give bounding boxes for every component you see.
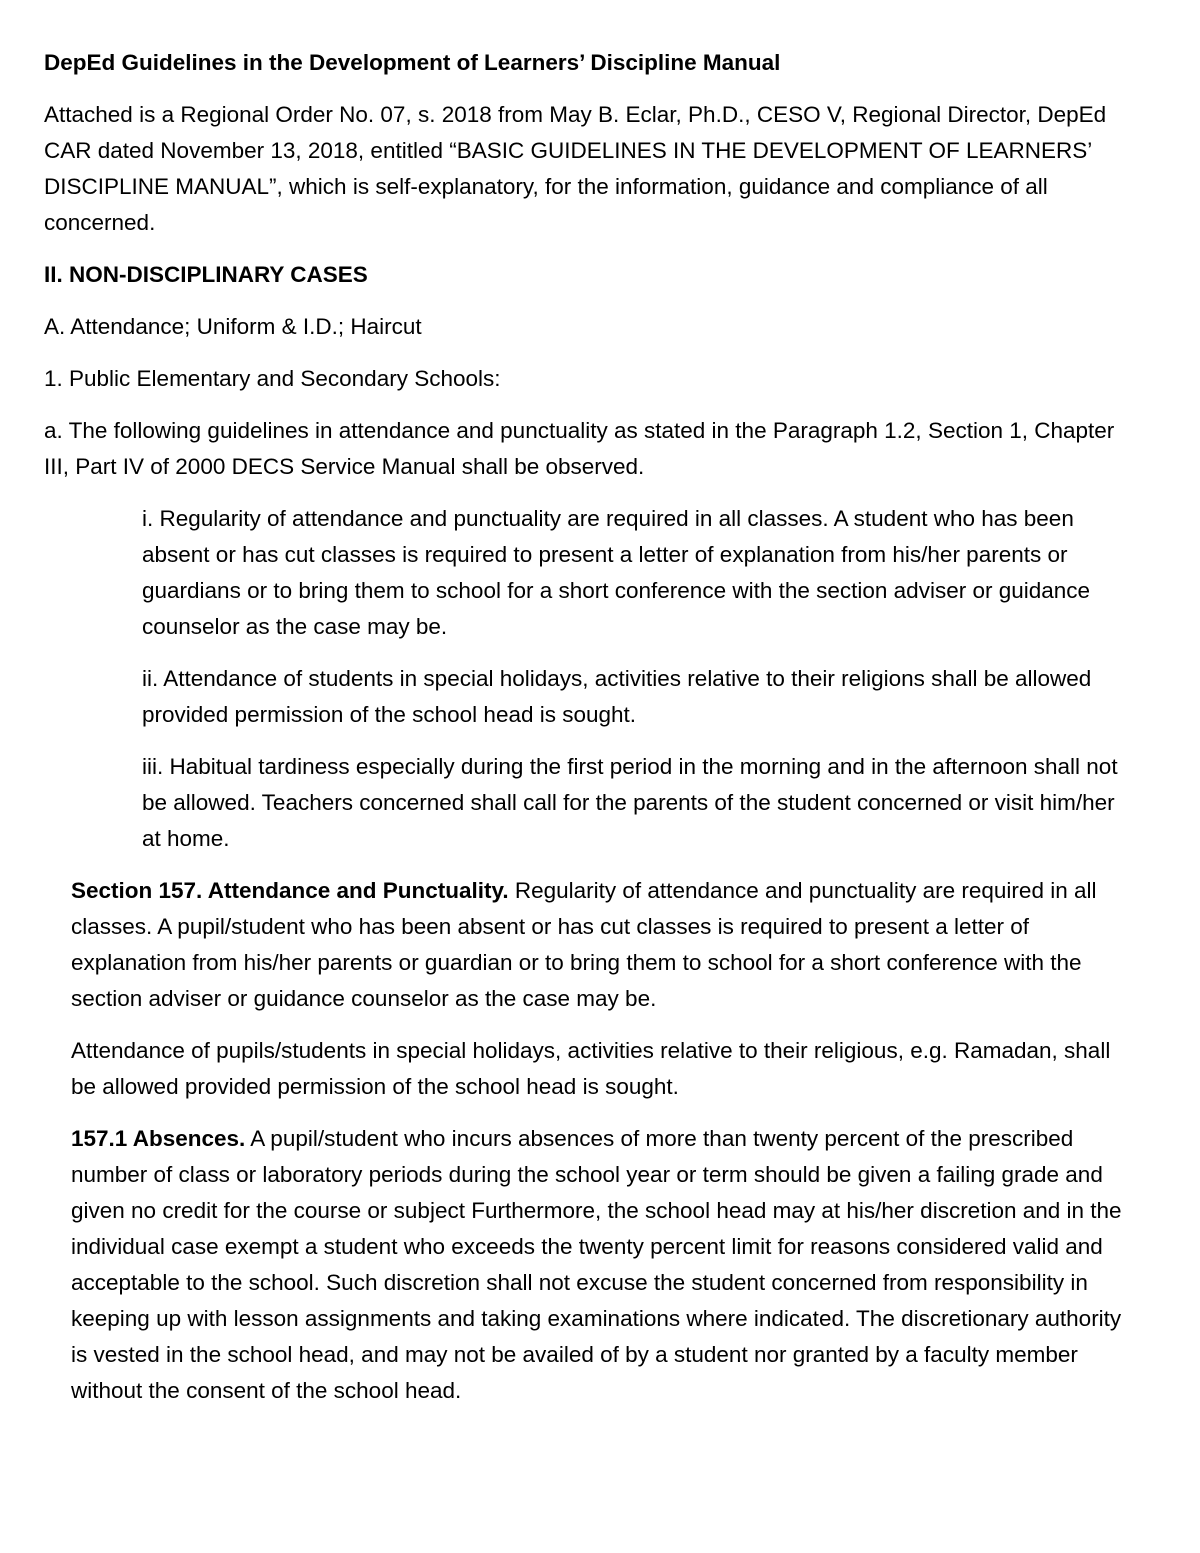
section-157-heading: Section 157. Attendance and Punctuality. [71,878,509,903]
section-heading: II. NON-DISCIPLINARY CASES [44,262,368,287]
section-157-paragraph-2: Attendance of pupils/students in special holidays, activities relative to their religious, e.g. Ramadan, shall be allowed provided permission of the school head is sought. [71,1038,1111,1099]
subheading-public-schools: 1. Public Elementary and Secondary Schools: [44,366,501,391]
section-157-1-paragraph [71,1121,1141,1409]
item-a-paragraph: a. The following guidelines in attendance and punctuality as stated in the Paragraph 1.2, Section 1, Chapter III, Part IV of 2000 DECS Service Manual shall be observed. [44,418,1115,479]
sub-item-ii: ii. Attendance of students in special holidays, activities relative to their religions shall be allowed provided permission of the school head is sought. [142,666,1092,727]
subheading-attendance: A. Attendance; Uniform & I.D.; Haircut [44,314,422,339]
section-157-1-heading: 157.1 Absences. [71,1126,246,1151]
section-157-1-body: A pupil/student who incurs absences of more than twenty percent of the prescribed number of class or laboratory periods during the school year or term should be given a failing grade and given no credit for the course or subject Furthermore, the school head may at his/her discretion and in the individual case exempt a student who exceeds the twenty percent limit for reasons considered valid and acceptable to the school. Such discretion shall not excuse the student concerned from responsibility in keeping up with lesson assignments and taking examinations where indicated. The discretionary authority is vested in the school head, and may not be availed of by a student nor granted by a faculty member without the consent of the school head. [71,1126,1122,1403]
section-157-paragraph [71,873,1141,1017]
document-title: DepEd Guidelines in the Development of Learners’ Discipline Manual [44,50,781,75]
sub-item-i: i. Regularity of attendance and punctuality are required in all classes. A student who has been absent or has cut classes is required to present a letter of explanation from his/her parents or guardians or to bring them to school for a short conference with the section adviser or guidance counselor as the case may be. [142,506,1091,639]
sub-item-iii: iii. Habitual tardiness especially during the first period in the morning and in the afternoon shall not be allowed. Teachers concerned shall call for the parents of the student concerned or visit him/her at home. [142,754,1118,851]
section-157-body: Regularity of attendance and punctuality are required in all classes. A pupil/student who has been absent or has cut classes is required to present a letter of explanation from his/her parents or guardian or to bring them to school for a short conference with the section adviser or guidance counselor as the case may be. [71,878,1097,1011]
intro-paragraph: Attached is a Regional Order No. 07, s. 2018 from May B. Eclar, Ph.D., CESO V, Regional Director, DepEd CAR dated November 13, 2018, entitled “BASIC GUIDELINES IN THE DEVELOPMENT OF LEARNERS’ DISCIPLINE MANUAL”, which is self-explanatory, for the information, guidance and compliance of all concerned. [44,102,1107,235]
